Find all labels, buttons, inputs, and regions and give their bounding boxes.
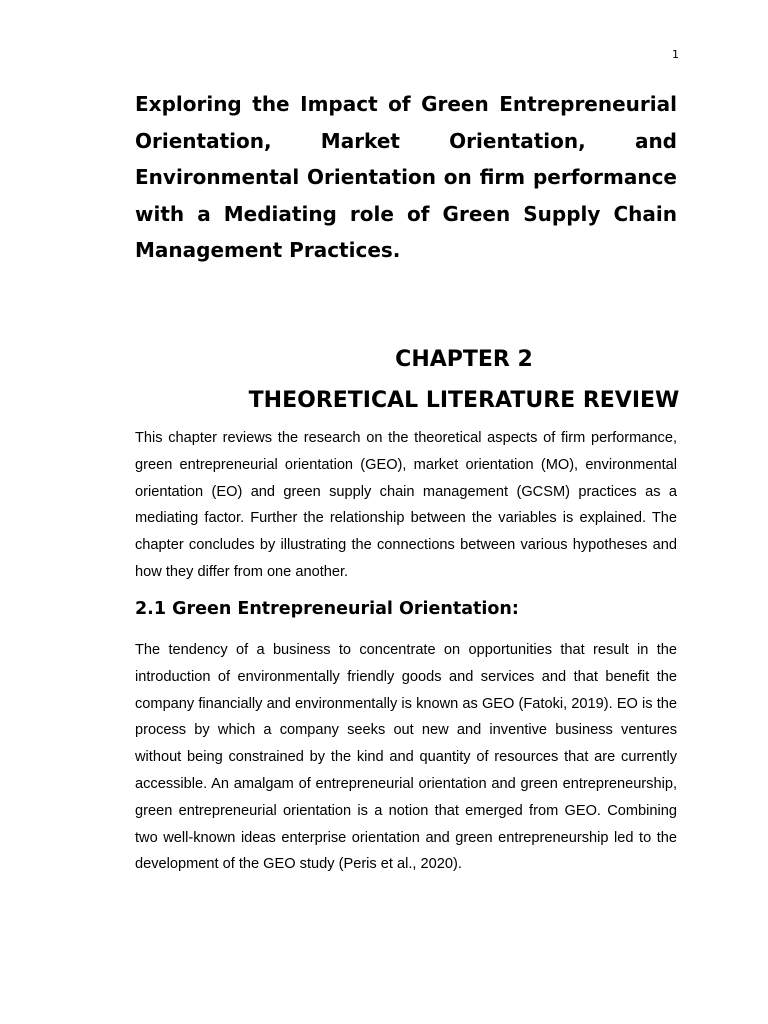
chapter-number: CHAPTER 2 — [395, 347, 533, 372]
chapter-title: THEORETICAL LITERATURE REVIEW — [248, 388, 680, 413]
page-number: 1 — [672, 48, 679, 61]
section-heading-text: 2.1 Green Entrepreneurial Orientation — [135, 599, 512, 619]
section-heading — [135, 596, 677, 622]
section-paragraph: The tendency of a business to concentrate on opportunities that result in the introduction of environmentally friendly goods and services and that benefit the company financially and environmentally is known as GEO (Fatoki, 2019). EO is the process by which a company seeks out new and inventive business ventures without being constrained by the kind and quantity of resources that are currently accessible. An amalgam of entrepreneurial orientation and green entrepreneurship, green entrepreneurial orientation is a notion that emerged from GEO. Combining two well-known ideas enterprise orientation and green entrepreneurship led to the development of the GEO study (Peris et al., 2020). — [135, 642, 677, 873]
intro-paragraph: This chapter reviews the research on the theoretical aspects of firm performance, green entrepreneurial orientation (GEO), market orientation (MO), environmental orientation (EO) and green supply chain management (GCSM) practices as a mediating factor. Further the relationship between the variables is explained. The chapter concludes by illustrating the connections between various hypotheses and how they differ from one another. — [135, 430, 677, 580]
document-title: Exploring the Impact of Green Entrepreneurial Orientation, Market Orientation, and Environmental Orientation on firm performance with a Mediating role of Green Supply Chain Management Practices. — [135, 92, 677, 262]
section-heading-colon: : — [511, 599, 519, 619]
